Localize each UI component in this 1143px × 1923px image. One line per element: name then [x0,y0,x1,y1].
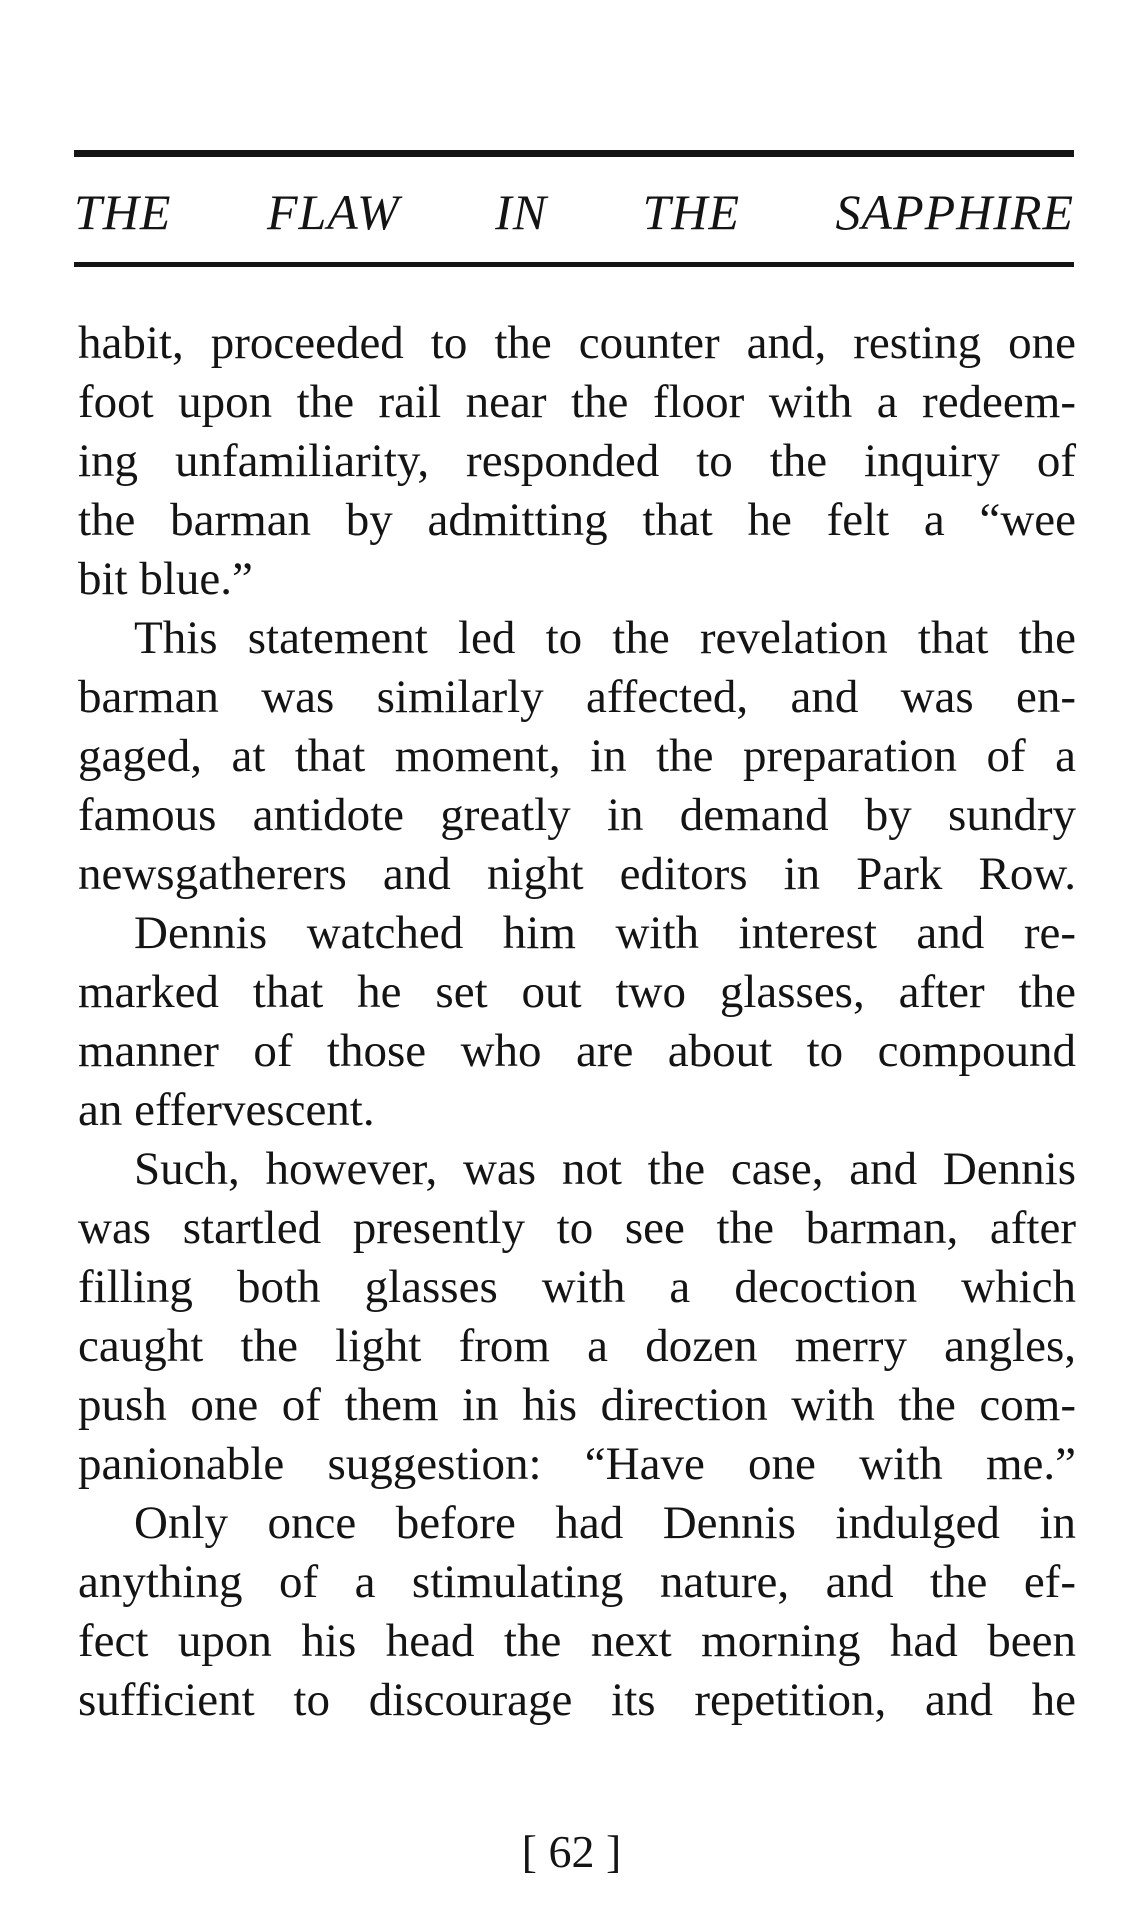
paragraph [78,904,1076,1140]
text-line: the barman by admitting that he felt a “wee [78,494,1076,546]
text-line: manner of those who are about to compound [78,1025,1076,1077]
text-line: This statement led to the revelation that the [134,612,1076,664]
text-line: fect upon his head the next morning had been [78,1615,1076,1667]
text-line: newsgatherers and night editors in Park Row. [78,848,1076,900]
text-line: Such, however, was not the case, and Dennis [134,1143,1076,1195]
text-line: an effervescent. [78,1084,375,1136]
text-line: famous antidote greatly in demand by sundry [78,789,1076,841]
paragraph [78,1140,1076,1494]
paragraph [78,609,1076,904]
running-head: THE FLAW IN THE SAPPHIRE [74,184,1074,240]
text-line: marked that he set out two glasses, after the [78,966,1076,1018]
text-line: anything of a stimulating nature, and the ef- [78,1556,1076,1608]
text-line: foot upon the rail near the floor with a redeem- [78,376,1076,428]
text-line: caught the light from a dozen merry angles, [78,1320,1076,1372]
text-line: was startled presently to see the barman, after [78,1202,1076,1254]
text-line: habit, proceeded to the counter and, resting one [78,317,1076,369]
paragraph [78,1494,1076,1730]
text-line: sufficient to discourage its repetition, and he [78,1674,1076,1726]
text-line: Only once before had Dennis indulged in [134,1497,1076,1549]
text-line: push one of them in his direction with the com- [78,1379,1076,1431]
text-line: gaged, at that moment, in the preparation of a [78,730,1076,782]
text-line: panionable suggestion: “Have one with me.” [78,1438,1076,1490]
header-rule-top [74,150,1074,157]
text-line: barman was similarly affected, and was en- [78,671,1076,723]
text-line: ing unfamiliarity, responded to the inquiry of [78,435,1076,487]
text-line: bit blue.” [78,553,253,605]
text-line: Dennis watched him with interest and re- [134,907,1076,959]
header-rule-bottom [74,262,1074,267]
page-number: [ 62 ] [521,1826,622,1877]
text-line: filling both glasses with a decoction which [78,1261,1076,1313]
body-text [78,314,1076,1730]
paragraph [78,314,1076,609]
